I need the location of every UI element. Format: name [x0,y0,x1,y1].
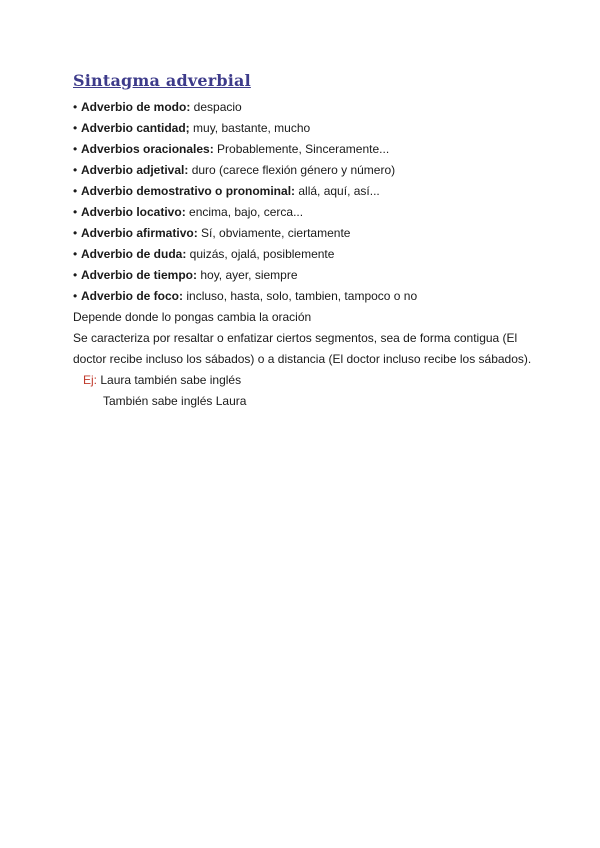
list-item [73,223,533,244]
bullet-marker: • [73,289,78,303]
list-item-description: duro (carece flexión género y número) [188,163,396,177]
list-item-description: incluso, hasta, solo, tambien, tampoco o no [183,289,418,303]
list-item-term: Adverbio locativo: [81,205,186,219]
list-item [73,244,533,265]
list-item-term: Adverbio de tiempo: [81,268,198,282]
paragraph-position: Depende donde lo pongas cambia la oración [73,310,312,324]
list-item-term: Adverbio afirmativo: [81,226,198,240]
list-item-description: Sí, obviamente, ciertamente [197,226,351,240]
example-line-1 [73,370,533,391]
document-content [73,70,533,412]
list-item-description: muy, bastante, mucho [189,121,311,135]
bullet-marker: • [73,163,78,177]
bullet-marker: • [73,247,78,261]
bullet-marker: • [73,268,78,282]
list-item [73,265,533,286]
list-item-term: Adverbio de modo: [81,100,191,114]
list-item-term: Adverbio cantidad; [81,121,190,135]
bullet-marker: • [73,100,78,114]
bullet-marker: • [73,121,78,135]
list-item-description: quizás, ojalá, posiblemente [186,247,335,261]
list-item [73,202,533,223]
paragraph-description: Se caracteriza por resaltar o enfatizar ciertos segmentos, sea de forma contigua (El doctor recibe incluso los sábados) o a distancia (El doctor incluso recibe los sábados). [73,331,532,366]
list-item-description: allá, aquí, así... [295,184,380,198]
list-item-description: hoy, ayer, siempre [197,268,298,282]
list-item-term: Adverbio demostrativo o pronominal: [81,184,296,198]
list-item [73,139,533,160]
list-item-description: Probablemente, Sinceramente... [213,142,390,156]
bullet-marker: • [73,226,78,240]
bullet-marker: • [73,184,78,198]
section-heading: Sintagma adverbial [73,71,251,90]
list-item-term: Adverbio de foco: [81,289,184,303]
bullet-marker: • [73,205,78,219]
list-item [73,286,533,307]
list-item-description: despacio [190,100,242,114]
list-item-term: Adverbio adjetival: [81,163,189,177]
list-item [73,160,533,181]
example-label: Ej: [83,373,98,387]
list-item [73,181,533,202]
list-item-term: Adverbio de duda: [81,247,187,261]
list-item [73,118,533,139]
list-item [73,97,533,118]
example-sentence-1: Laura también sabe inglés [97,373,242,387]
example-line-2: También sabe inglés Laura [103,394,247,408]
adverb-list [73,97,533,307]
bullet-marker: • [73,142,78,156]
list-item-term: Adverbios oracionales: [81,142,214,156]
list-item-description: encima, bajo, cerca... [185,205,304,219]
